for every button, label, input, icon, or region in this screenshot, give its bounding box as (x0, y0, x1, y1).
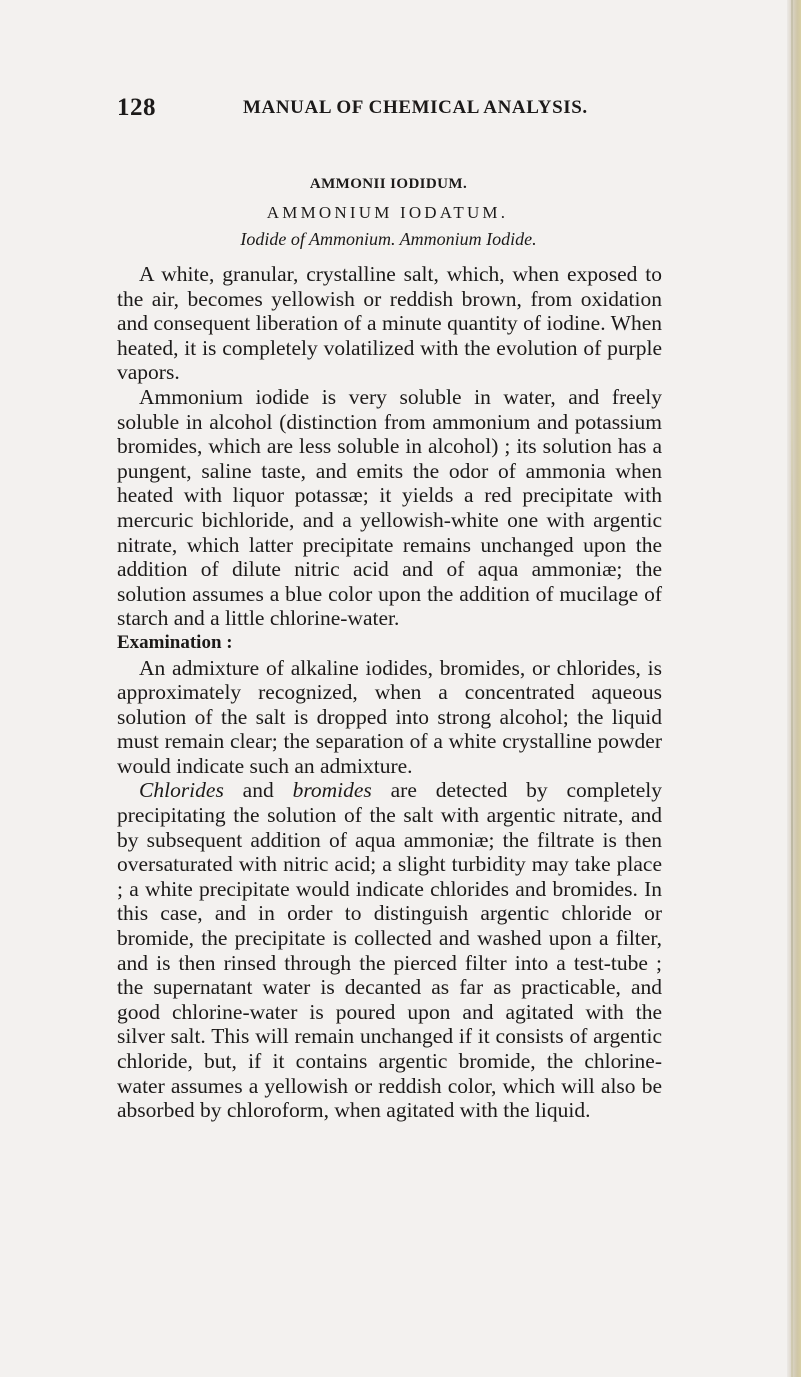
term-chlorides: Chlorides (139, 778, 224, 803)
examination-heading: Examination : (117, 631, 233, 653)
word-and: and (242, 778, 274, 803)
paragraph-description: A white, granular, crystalline salt, which, when exposed to the air, becomes yellowish or reddish brown, from oxidation and consequent liberation of a minute quantity of iodine. When heated, it is completely volatilized with the evolution of purple vapors. (117, 262, 662, 385)
paragraph-admixture-test: An admixture of alkaline iodides, bromides, or chlorides, is approximately recognized, when a concentrated aqueous solution of the salt is dropped into strong alcohol; the liquid must remain clear; the separation of a white crystalline powder would indicate such an admixture. (117, 655, 662, 778)
page-header (117, 94, 662, 134)
entry-title-latin-name: AMMONIUM IODATUM. (266, 203, 509, 222)
paragraph-solubility: Ammonium iodide is very soluble in water, and freely soluble in alcohol (distinction from ammonium and potassium bromides, which are less soluble in alcohol) ; its solution has a pungent, saline taste, and emits the odor of ammonia when heated with liquor potassæ; it yields a red precipitate with mercuric bichloride, and a yellowish-white one with argentic nitrate, which latter precipitate remains unchanged upon the addition of dilute nitric acid and of aqua ammoniæ; the solution assumes a blue color upon the addition of mucilage of starch and a little chlorine-water. (117, 384, 662, 631)
paragraph-chlorides-bromides-test (117, 778, 662, 1122)
entry-body (117, 262, 662, 1123)
entry-title-latin-genitive: AMMONII IODIDUM. (309, 176, 468, 192)
page-number: 128 (117, 94, 156, 121)
paragraph-chlorides-bromides-text: are detected by completely precipitating the solution of the salt with argentic nitrate, and by subsequent addition of aqua ammoniæ; the filtrate is then oversaturated with nitric acid; a slight turbidity may take place ; a white precipitate would indicate chlorides and bromides. In this case, and in order to distinguish argentic chloride or bromide, the precipitate is collected and washed upon a filter, and is then rinsed through the pierced filter into a test-tube ; the supernatant water is decanted as far as practicable, and good chlorine-water is poured upon and agitated with the silver salt. This will remain unchanged if it consists of argentic chloride, but, if it contains argentic bromide, the chlorine-water assumes a yellowish or reddish color, which will also be absorbed by chloroform, when agitated with the liquid. (117, 778, 663, 1123)
entry-title-english-names: Iodide of Ammonium. Ammonium Iodide. (240, 229, 537, 249)
term-bromides: bromides (292, 778, 372, 803)
running-head: MANUAL OF CHEMICAL ANALYSIS. (243, 97, 588, 118)
